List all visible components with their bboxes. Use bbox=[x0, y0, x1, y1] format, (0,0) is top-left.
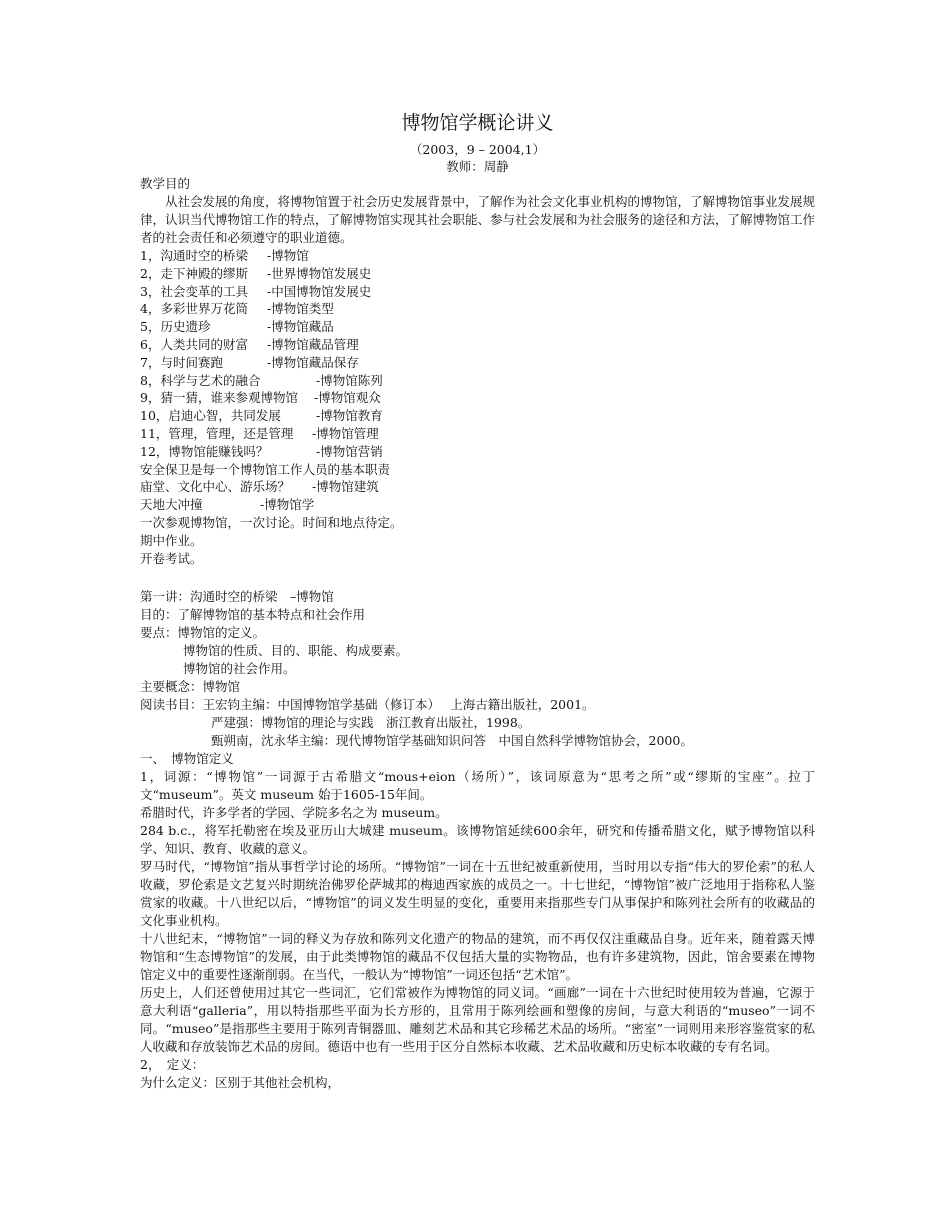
document-title: 博物馆学概论讲义 bbox=[401, 112, 554, 134]
reading-item: 严建强：博物馆的理论与实践 浙江教育出版社，1998。 bbox=[211, 714, 531, 730]
syllabus-topic: 6，人类共同的财富 bbox=[140, 336, 248, 352]
syllabus-topic: 4，多彩世界万花筒 bbox=[140, 301, 248, 317]
syllabus-list bbox=[140, 247, 815, 514]
syllabus-subject: -博物馆营销 bbox=[316, 443, 383, 459]
lecture-title: 第一讲：沟通时空的桥梁 –博物馆 bbox=[140, 588, 334, 604]
body-paragraph: 284 b.c.，将军托勒密在埃及亚历山大城建 museum。该博物馆延续600余年，研究和传播希腊文化，赋予博物馆以科学、知识、教育、收藏的意义。 bbox=[140, 822, 815, 856]
syllabus-subject: -博物馆类型 bbox=[267, 301, 334, 317]
syllabus-topic: 庙堂、文化中心、游乐场？ bbox=[140, 479, 291, 495]
syllabus-subject: -博物馆藏品 bbox=[267, 319, 334, 335]
lecture-points-label: 要点：博物馆的定义。 bbox=[140, 624, 266, 640]
syllabus-topic: 5，历史遗珍 bbox=[140, 319, 211, 335]
body-paragraph: 1，词源：“博物馆”一词源于古希腊文“mous+eion（场所）”，该词原意为“思考之所”或“缪斯的宝座”。拉丁文“museum”。英文 museum 始于1605-15年间。 bbox=[140, 768, 815, 802]
body-paragraph: 历史上，人们还曾使用过其它一些词汇，它们常被作为博物馆的同义词。“画廊”一词在十六世纪时使用较为普遍，它源于意大利语“galleria”，用以特指那些平面为长方形的，且常用于陈列绘画和塑像的房间，与意大利语的“museo”一词不同。“museo”是指那些主要用于陈列青铜器皿、雕刻艺术品和其它珍稀艺术品的场所。“密室”一词则用来形容鉴赏家的私人收藏和存放装饰艺术品的房间。德语中也有一些用于区分自然标本收藏、艺术品收藏和历史标本收藏的专有名词。 bbox=[140, 984, 815, 1054]
syllabus-item bbox=[140, 372, 815, 390]
note-line: 开卷考试。 bbox=[140, 550, 203, 566]
syllabus-subject: -博物馆学 bbox=[260, 497, 315, 513]
section-heading: 一、 博物馆定义 bbox=[140, 750, 234, 766]
syllabus-item bbox=[140, 443, 815, 461]
syllabus-topic: 7，与时间赛跑 bbox=[140, 354, 223, 370]
syllabus-topic: 天地大冲撞 bbox=[140, 497, 203, 513]
syllabus-item bbox=[140, 318, 815, 336]
syllabus-topic: 12，博物馆能赚钱吗？ bbox=[140, 443, 269, 459]
body-paragraph: 希腊时代，许多学者的学园、学院多名之为 museum。 bbox=[140, 804, 448, 820]
body-paragraph: 罗马时代，“博物馆”指从事哲学讨论的场所。“博物馆”一词在十五世纪被重新使用，当时用以专指“伟大的罗伦索”的私人收藏，罗伦索是文艺复兴时期统治佛罗伦萨城邦的梅迪西家族的成员之一。十七世纪，“博物馆”被广泛地用于指称私人鉴赏家的收藏。十八世纪以后，“博物馆”的词义发生明显的变化，重要用来指那些专门从事保护和陈列社会所有的收藏品的文化事业机构。 bbox=[140, 858, 815, 928]
syllabus-subject: -世界博物馆发展史 bbox=[267, 265, 372, 281]
syllabus-subject: -中国博物馆发展史 bbox=[267, 283, 372, 299]
lecture-point: 博物馆的性质、目的、职能、构成要素。 bbox=[183, 642, 409, 658]
syllabus-topic: 3，社会变革的工具 bbox=[140, 283, 248, 299]
syllabus-subject: -博物馆教育 bbox=[316, 408, 383, 424]
syllabus-topic: 安全保卫是每一个博物馆工作人员的基本职责 bbox=[140, 461, 391, 477]
body-paragraph: 为什么定义：区别于其他社会机构， bbox=[140, 1074, 341, 1090]
note-line: 一次参观博物馆，一次讨论。时间和地点待定。 bbox=[140, 514, 403, 530]
syllabus-item bbox=[140, 496, 815, 514]
lecture-concept: 主要概念：博物馆 bbox=[140, 678, 241, 694]
syllabus-topic: 1，沟通时空的桥梁 bbox=[140, 248, 248, 263]
course-dates: （2003，9 – 2004,1） bbox=[409, 142, 546, 157]
syllabus-subject: -博物馆藏品保存 bbox=[267, 354, 359, 370]
syllabus-subject: -博物馆建筑 bbox=[312, 479, 379, 495]
syllabus-item bbox=[140, 425, 815, 443]
syllabus-topic: 10，启迪心智，共同发展 bbox=[140, 408, 281, 424]
body-paragraph: 十八世纪末，“博物馆”一词的释义为存放和陈列文化遗产的物品的建筑，而不再仅仅注重藏品自身。近年来，随着露天博物馆和“生态博物馆”的发展，由于此类博物馆的藏品不仅包括大量的实物物品，也有许多建筑物，因此，馆舍要素在博物馆定义中的重要性逐渐削弱。在当代，一般认为“博物馆”一词还包括“艺术馆”。 bbox=[140, 930, 815, 982]
syllabus-item bbox=[140, 478, 815, 496]
syllabus-item bbox=[140, 283, 815, 301]
section-spacer bbox=[140, 568, 815, 588]
body-paragraph: 2， 定义： bbox=[140, 1056, 205, 1072]
syllabus-topic: 9，猜一猜，谁来参观博物馆 bbox=[140, 390, 298, 406]
syllabus-item bbox=[140, 247, 815, 265]
syllabus-subject: -博物馆观众 bbox=[314, 390, 381, 406]
goals-text: 从社会发展的角度，将博物馆置于社会历史发展背景中，了解作为社会文化事业机构的博物馆，了解博物馆事业发展规律，认识当代博物馆工作的特点，了解博物馆实现其社会职能、参与社会发展和为社会服务的途径和方法，了解博物馆工作者的社会责任和必须遵守的职业道德。 bbox=[140, 194, 816, 245]
syllabus-item bbox=[140, 407, 815, 425]
syllabus-item bbox=[140, 336, 815, 354]
teacher-line: 教师：周静 bbox=[446, 159, 509, 174]
syllabus-topic: 2，走下神殿的缪斯 bbox=[140, 265, 248, 281]
syllabus-item bbox=[140, 300, 815, 318]
syllabus-subject: -博物馆 bbox=[267, 248, 309, 263]
lecture-aim: 目的：了解博物馆的基本特点和社会作用 bbox=[140, 606, 366, 622]
goals-heading: 教学目的 bbox=[140, 176, 191, 191]
syllabus-topic: 8，科学与艺术的融合 bbox=[140, 372, 261, 388]
syllabus-subject: -博物馆藏品管理 bbox=[267, 336, 359, 352]
syllabus-item bbox=[140, 265, 815, 283]
syllabus-item bbox=[140, 389, 815, 407]
syllabus-subject: -博物馆管理 bbox=[312, 425, 379, 441]
syllabus-item bbox=[140, 354, 815, 372]
syllabus-topic: 11，管理，管理，还是管理 bbox=[140, 425, 294, 441]
reading-list-label: 阅读书目：王宏钧主编：中国博物馆学基础（修订本） 上海古籍出版社，2001。 bbox=[140, 696, 595, 712]
syllabus-subject: -博物馆陈列 bbox=[316, 372, 383, 388]
lecture-point: 博物馆的社会作用。 bbox=[183, 660, 296, 676]
syllabus-item bbox=[140, 461, 815, 479]
reading-item: 甄朔南，沈永华主编：现代博物馆学基础知识问答 中国自然科学博物馆协会，2000。 bbox=[211, 732, 693, 748]
document-page bbox=[140, 108, 815, 1092]
note-line: 期中作业。 bbox=[140, 532, 203, 548]
